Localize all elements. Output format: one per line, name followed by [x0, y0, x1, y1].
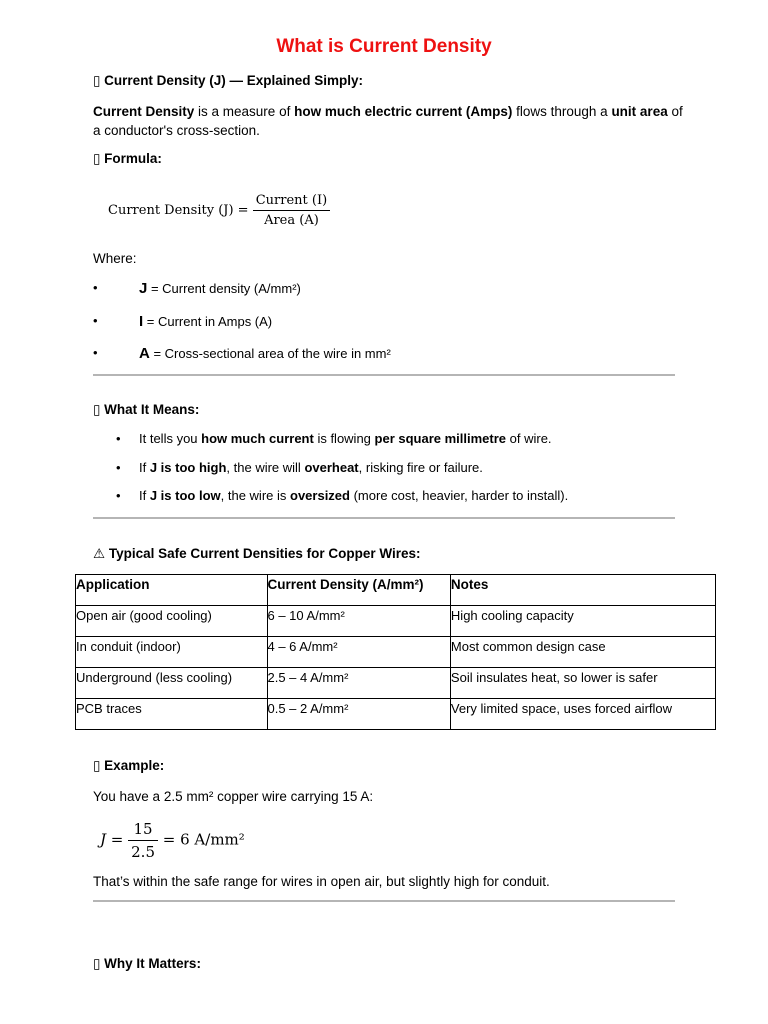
column-header-application: Application: [76, 575, 268, 606]
bold-run: J is too low: [149, 488, 221, 503]
page-title: What is Current Density: [276, 36, 492, 57]
formula-denominator: Area (A): [264, 213, 319, 228]
table-cell: 0.5 – 2 A/mm²: [267, 699, 450, 730]
table-cell: Underground (less cooling): [76, 668, 268, 699]
text-run: If: [139, 460, 150, 475]
text-run: , the wire is: [220, 488, 290, 503]
table-cell: PCB traces: [76, 699, 268, 730]
symbol-a: A: [139, 345, 150, 362]
bullet-dot: •: [93, 345, 98, 360]
bold-run: how much current: [201, 431, 314, 446]
text-run: If: [139, 488, 150, 503]
current-density-table: [75, 574, 716, 730]
table-row: [76, 699, 716, 730]
text-run: , risking fire or failure.: [358, 460, 483, 475]
table-header-row: [76, 575, 716, 606]
horizontal-rule: [93, 374, 675, 376]
example-formula: [100, 820, 245, 861]
bullet-text: = Current density (A/mm²): [147, 281, 301, 296]
text-run: is flowing: [313, 431, 375, 446]
bold-run: unit area: [611, 104, 668, 119]
formula-numerator: Current (I): [253, 193, 330, 211]
bullet-dot: •: [93, 280, 98, 295]
table-cell: 2.5 – 4 A/mm²: [267, 668, 450, 699]
column-header-current-density: Current Density (A/mm²): [267, 575, 450, 606]
bullet-dot: •: [116, 488, 121, 503]
term-current-density: Current Density: [93, 104, 195, 119]
bullet-dot: •: [116, 431, 121, 446]
horizontal-rule: [93, 517, 675, 519]
section-heading-table: ⚠ Typical Safe Current Densities for Copper Wires:: [93, 546, 421, 561]
example-rhs: = 6 A/mm²: [162, 830, 245, 849]
example-denominator: 2.5: [131, 843, 155, 861]
example-lhs: J =: [100, 830, 124, 849]
text-run: of wire.: [506, 431, 552, 446]
formula-fraction: [253, 193, 330, 228]
text-run: It tells you: [139, 431, 202, 446]
bullet-dot: •: [93, 313, 98, 328]
text-run: , the wire will: [226, 460, 305, 475]
bold-run: oversized: [290, 488, 350, 503]
table-row: [76, 668, 716, 699]
symbol-i: I: [139, 313, 144, 330]
table-cell: 6 – 10 A/mm²: [267, 606, 450, 637]
table-row: [76, 637, 716, 668]
example-fraction: [128, 820, 158, 861]
bold-run: how much electric current (Amps): [294, 104, 513, 119]
table-row: [76, 606, 716, 637]
example-intro: You have a 2.5 mm² copper wire carrying 15 A:: [93, 789, 374, 804]
bold-run: overheat: [304, 460, 359, 475]
bullet-text: = Current in Amps (A): [143, 314, 273, 329]
section-heading-formula: ▯ Formula:: [93, 151, 162, 166]
where-label: Where:: [93, 251, 137, 266]
section-heading-meaning: ▯ What It Means:: [93, 402, 200, 417]
table-cell: Soil insulates heat, so lower is safer: [450, 668, 715, 699]
table-cell: In conduit (indoor): [76, 637, 268, 668]
symbol-j: J: [139, 280, 148, 297]
text-run: (more cost, heavier, harder to install).: [349, 488, 569, 503]
table-cell: 4 – 6 A/mm²: [267, 637, 450, 668]
text-run: of a conductor's cross-section.: [93, 104, 683, 138]
section-heading-why: ▯ Why It Matters:: [93, 956, 201, 971]
example-numerator: 15: [128, 820, 158, 841]
bold-run: J is too high: [149, 460, 227, 475]
text-run: is a measure of: [194, 104, 295, 119]
table-cell: Open air (good cooling): [76, 606, 268, 637]
section-heading-example: ▯ Example:: [93, 758, 165, 773]
column-header-notes: Notes: [450, 575, 715, 606]
formula-lhs: Current Density (J) =: [108, 203, 249, 218]
bullet-dot: •: [116, 460, 121, 475]
bold-run: per square millimetre: [374, 431, 507, 446]
text-run: flows through a: [512, 104, 612, 119]
table-cell: Very limited space, uses forced airflow: [450, 699, 715, 730]
example-conclusion: That’s within the safe range for wires in open air, but slightly high for conduit.: [93, 874, 550, 889]
definition-paragraph: [93, 102, 683, 140]
formula: [108, 193, 330, 228]
table-cell: Most common design case: [450, 637, 715, 668]
section-heading-explained: ▯ Current Density (J) — Explained Simply:: [93, 73, 363, 88]
horizontal-rule: [93, 900, 675, 902]
table-cell: High cooling capacity: [450, 606, 715, 637]
bullet-text: = Cross-sectional area of the wire in mm²: [149, 346, 391, 361]
